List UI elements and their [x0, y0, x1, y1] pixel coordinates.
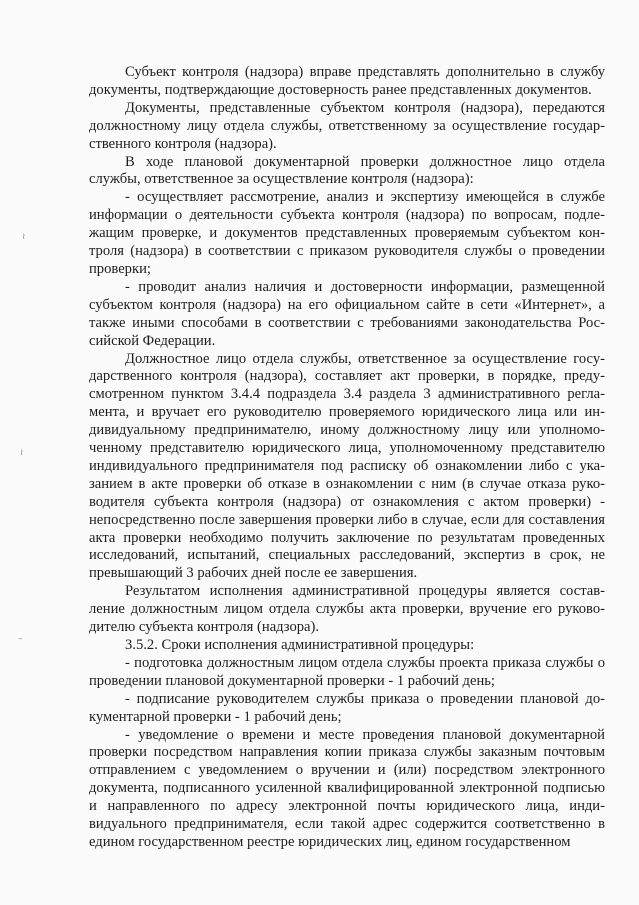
scan-mark: ≀: [20, 448, 24, 458]
scan-mark: ≀: [22, 232, 26, 242]
paragraph: Результатом исполнения административной процедуры является составление должностным лицом отдела службы акта проверки, вручение его руководителю субъекта контроля (надзора).: [89, 583, 605, 636]
list-item: - проводит анализ наличия и достоверности информации, размещенной субъектом контроля (надзора) на его официальном сайте в сети «Интернет», а также иными способами в соответствии с требованиями законодательства Российской Федерации.: [89, 278, 605, 349]
paragraph: Документы, представленные субъектом контроля (надзора), передаются должностному лицу отдела службы, ответственному за осуществление государственного контроля (надзора).: [89, 99, 605, 152]
list-item: - уведомление о времени и месте проведения плановой документарной проверки посредством направления копии приказа службы заказным почтовым отправлением с уведомлением о вручении и (или) посредством электронного документа, подписанного усиленной квалифицированной электронной подписью и направленного по адресу электронной почты юридического лица, индивидуального предпринимателя, если такой адрес содержится соответственно в едином государственном реестре юридических лиц, едином государственном: [89, 726, 605, 850]
list-item: - подписание руководителем службы приказа о проведении плановой документарной проверки - 1 рабочий день;: [89, 690, 605, 725]
document-body: [89, 64, 605, 852]
paragraph: Должностное лицо отдела службы, ответственное за осуществление государственного контроля (надзора), составляет акт проверки, в порядке, предусмотренном пунктом 3.4.4 подраздела 3.4 раздела 3 административного регламента, и вручает его руководителю проверяемого юридического лица или индивидуальному предпринимателю, иному должностному лицу или уполномоченному представителю юридического лица, уполномоченному представителю индивидуального предпринимателя под расписку об ознакомлении либо с указанием в акте проверки об отказе в ознакомлении с ним (в случае отказа руководителя субъекта контроля (надзора) от ознакомления с актом проверки) - непосредственно после завершения проверки либо в случае, если для составления акта проверки необходимо получить заключение по результатам проведенных исследований, испытаний, специальных расследований, экспертиз в срок, не превышающий 3 рабочих дней после ее завершения.: [89, 350, 605, 582]
paragraph: В ходе плановой документарной проверки должностное лицо отдела службы, ответственное за осуществление контроля (надзора):: [89, 153, 605, 188]
paragraph: Субъект контроля (надзора) вправе представлять дополнительно в службу документы, подтверждающие достоверность ранее представленных документов.: [89, 64, 605, 98]
list-item: - осуществляет рассмотрение, анализ и экспертизу имеющейся в службе информации о деятельности субъекта контроля (надзора) по вопросам, подлежащим проверке, и документов представленных проверяемым субъектом контроля (надзора) в соответствии с приказом руководителя службы о проведении проверки;: [89, 189, 605, 277]
scan-mark: –: [18, 634, 23, 644]
section-heading: 3.5.2. Сроки исполнения административной процедуры:: [125, 637, 475, 653]
list-item: - подготовка должностным лицом отдела службы проекта приказа службы о проведении плановой документарной проверки - 1 рабочий день;: [89, 654, 605, 689]
